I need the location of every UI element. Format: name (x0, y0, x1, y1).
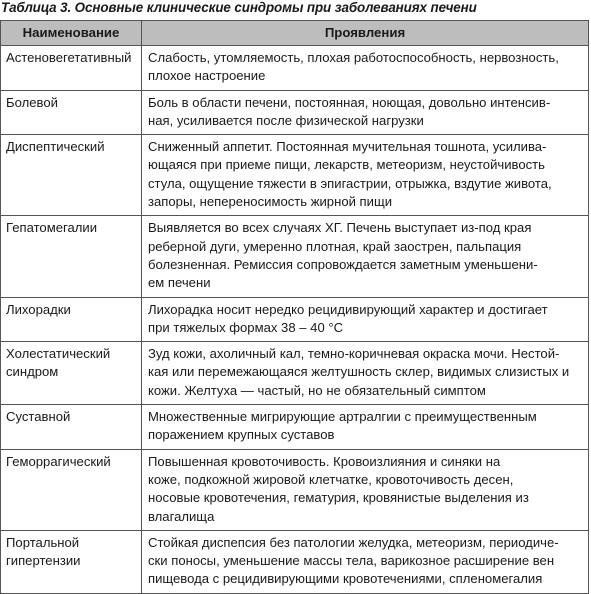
syndrome-manifestations (142, 530, 589, 593)
syndrome-name-line: Астеновегетативный (6, 50, 132, 65)
syndrome-manifestations (142, 216, 589, 297)
syndrome-manifestations (142, 46, 589, 91)
manifestations-line: пищевода с рецидивирующими кровотечениями, спленомегалия (148, 571, 543, 587)
header-name: Наименование (1, 21, 142, 46)
syndrome-name (1, 135, 142, 216)
syndrome-name-line: Диспептический (6, 139, 105, 155)
syndrome-name-line: Болевой (6, 94, 58, 110)
manifestations-line: Зуд кожи, ахоличный кал, темно-коричневая окраска мочи. Нестой- (148, 346, 560, 362)
manifestations-line: поражением крупных суставов (148, 427, 335, 443)
manifestations-line: Повышенная кровоточивость. Кровоизлияния и синяки на (148, 453, 501, 469)
syndrome-name-line: Гепатомегалии (6, 220, 98, 236)
syndrome-name (1, 90, 142, 135)
syndrome-name (1, 342, 142, 405)
manifestations-line: Сниженный аппетит. Постоянная мучительная тошнота, усилива- (148, 139, 547, 155)
manifestations-line: влагалища (148, 508, 215, 524)
manifestations-line: запоры, непереносимость жирной пищи (148, 194, 393, 210)
table-row (1, 530, 589, 593)
manifestations-line: плохое настроение (148, 68, 266, 84)
manifestations-line: при тяжелых формах 38 – 40 °С (148, 319, 344, 335)
table-row (1, 342, 589, 405)
table-body (1, 46, 589, 594)
manifestations-line: Множественные мигрирующие артралгии с преимущественным (148, 409, 537, 425)
syndrome-manifestations (142, 135, 589, 216)
syndrome-name-line: Геморрагический (6, 453, 111, 469)
syndrome-name (1, 297, 142, 342)
syndrome-manifestations (142, 449, 589, 530)
syndrome-name-line: Суставной (6, 409, 71, 425)
manifestations-line: носовые кровотечения, гематурия, кровянистые выделения из (148, 490, 529, 506)
syndrome-name (1, 216, 142, 297)
header-manifestations: Проявления (142, 21, 589, 46)
table-row (1, 135, 589, 216)
manifestations-line: болезненная. Ремиссия сопровождается заметным уменьшени- (148, 256, 538, 272)
syndrome-manifestations (142, 297, 589, 342)
syndromes-table (0, 20, 589, 594)
syndrome-name-line: Лихорадки (6, 301, 71, 317)
table-row (1, 297, 589, 342)
table-caption: Таблица 3. Основные клинические синдромы при заболеваниях печени (1, 0, 477, 15)
syndrome-name (1, 46, 142, 91)
manifestations-line: ски поносы, уменьшение массы тела, варикозное расширение вен (148, 553, 555, 569)
syndrome-manifestations (142, 90, 589, 135)
manifestations-line: Выявляется во всех случаях ХГ. Печень выступает из-под края (148, 220, 532, 236)
syndrome-name-line: гипертензии (6, 553, 81, 569)
manifestations-line: ющаяся при приеме пищи, лекарств, метеоризм, неустойчивость (148, 157, 545, 173)
manifestations-line: Слабость, утомляемость, плохая работоспособность, нервозность, (148, 50, 559, 65)
manifestations-line: коже, подкожной жировой клетчатке, кровоточивость десен, (148, 471, 514, 487)
table-row (1, 216, 589, 297)
table-row (1, 405, 589, 450)
syndrome-manifestations (142, 342, 589, 405)
syndrome-name (1, 530, 142, 593)
syndrome-name-line: синдром (6, 364, 59, 380)
manifestations-line: кая или перемежающаяся желтушность склер, видимых слизистых и (148, 364, 570, 380)
syndrome-manifestations (142, 405, 589, 450)
table-row (1, 90, 589, 135)
table-header-row (1, 21, 589, 46)
manifestations-line: ная, усиливается после физической нагрузки (148, 112, 424, 128)
manifestations-line: стула, ощущение тяжести в эпигастрии, отрыжка, вздутие живота, (148, 175, 552, 191)
table-row (1, 449, 589, 530)
manifestations-line: Стойкая диспепсия без патологии желудка, метеоризм, периодиче- (148, 534, 559, 550)
manifestations-line: Лихорадка носит нередко рецидивирующий характер и достигает (148, 301, 548, 317)
syndrome-name (1, 449, 142, 530)
table-row (1, 46, 589, 91)
syndrome-name-line: Портальной (6, 534, 80, 550)
syndrome-name (1, 405, 142, 450)
syndrome-name-line: Холестатический (6, 346, 111, 362)
manifestations-line: Боль в области печени, постоянная, ноющая, довольно интенсив- (148, 94, 551, 110)
manifestations-line: реберной дуги, умеренно плотная, край заострен, пальпация (148, 238, 522, 254)
manifestations-line: кожи. Желтуха — частый, но не обязательный симптом (148, 382, 486, 398)
manifestations-line: ем печени (148, 275, 211, 291)
